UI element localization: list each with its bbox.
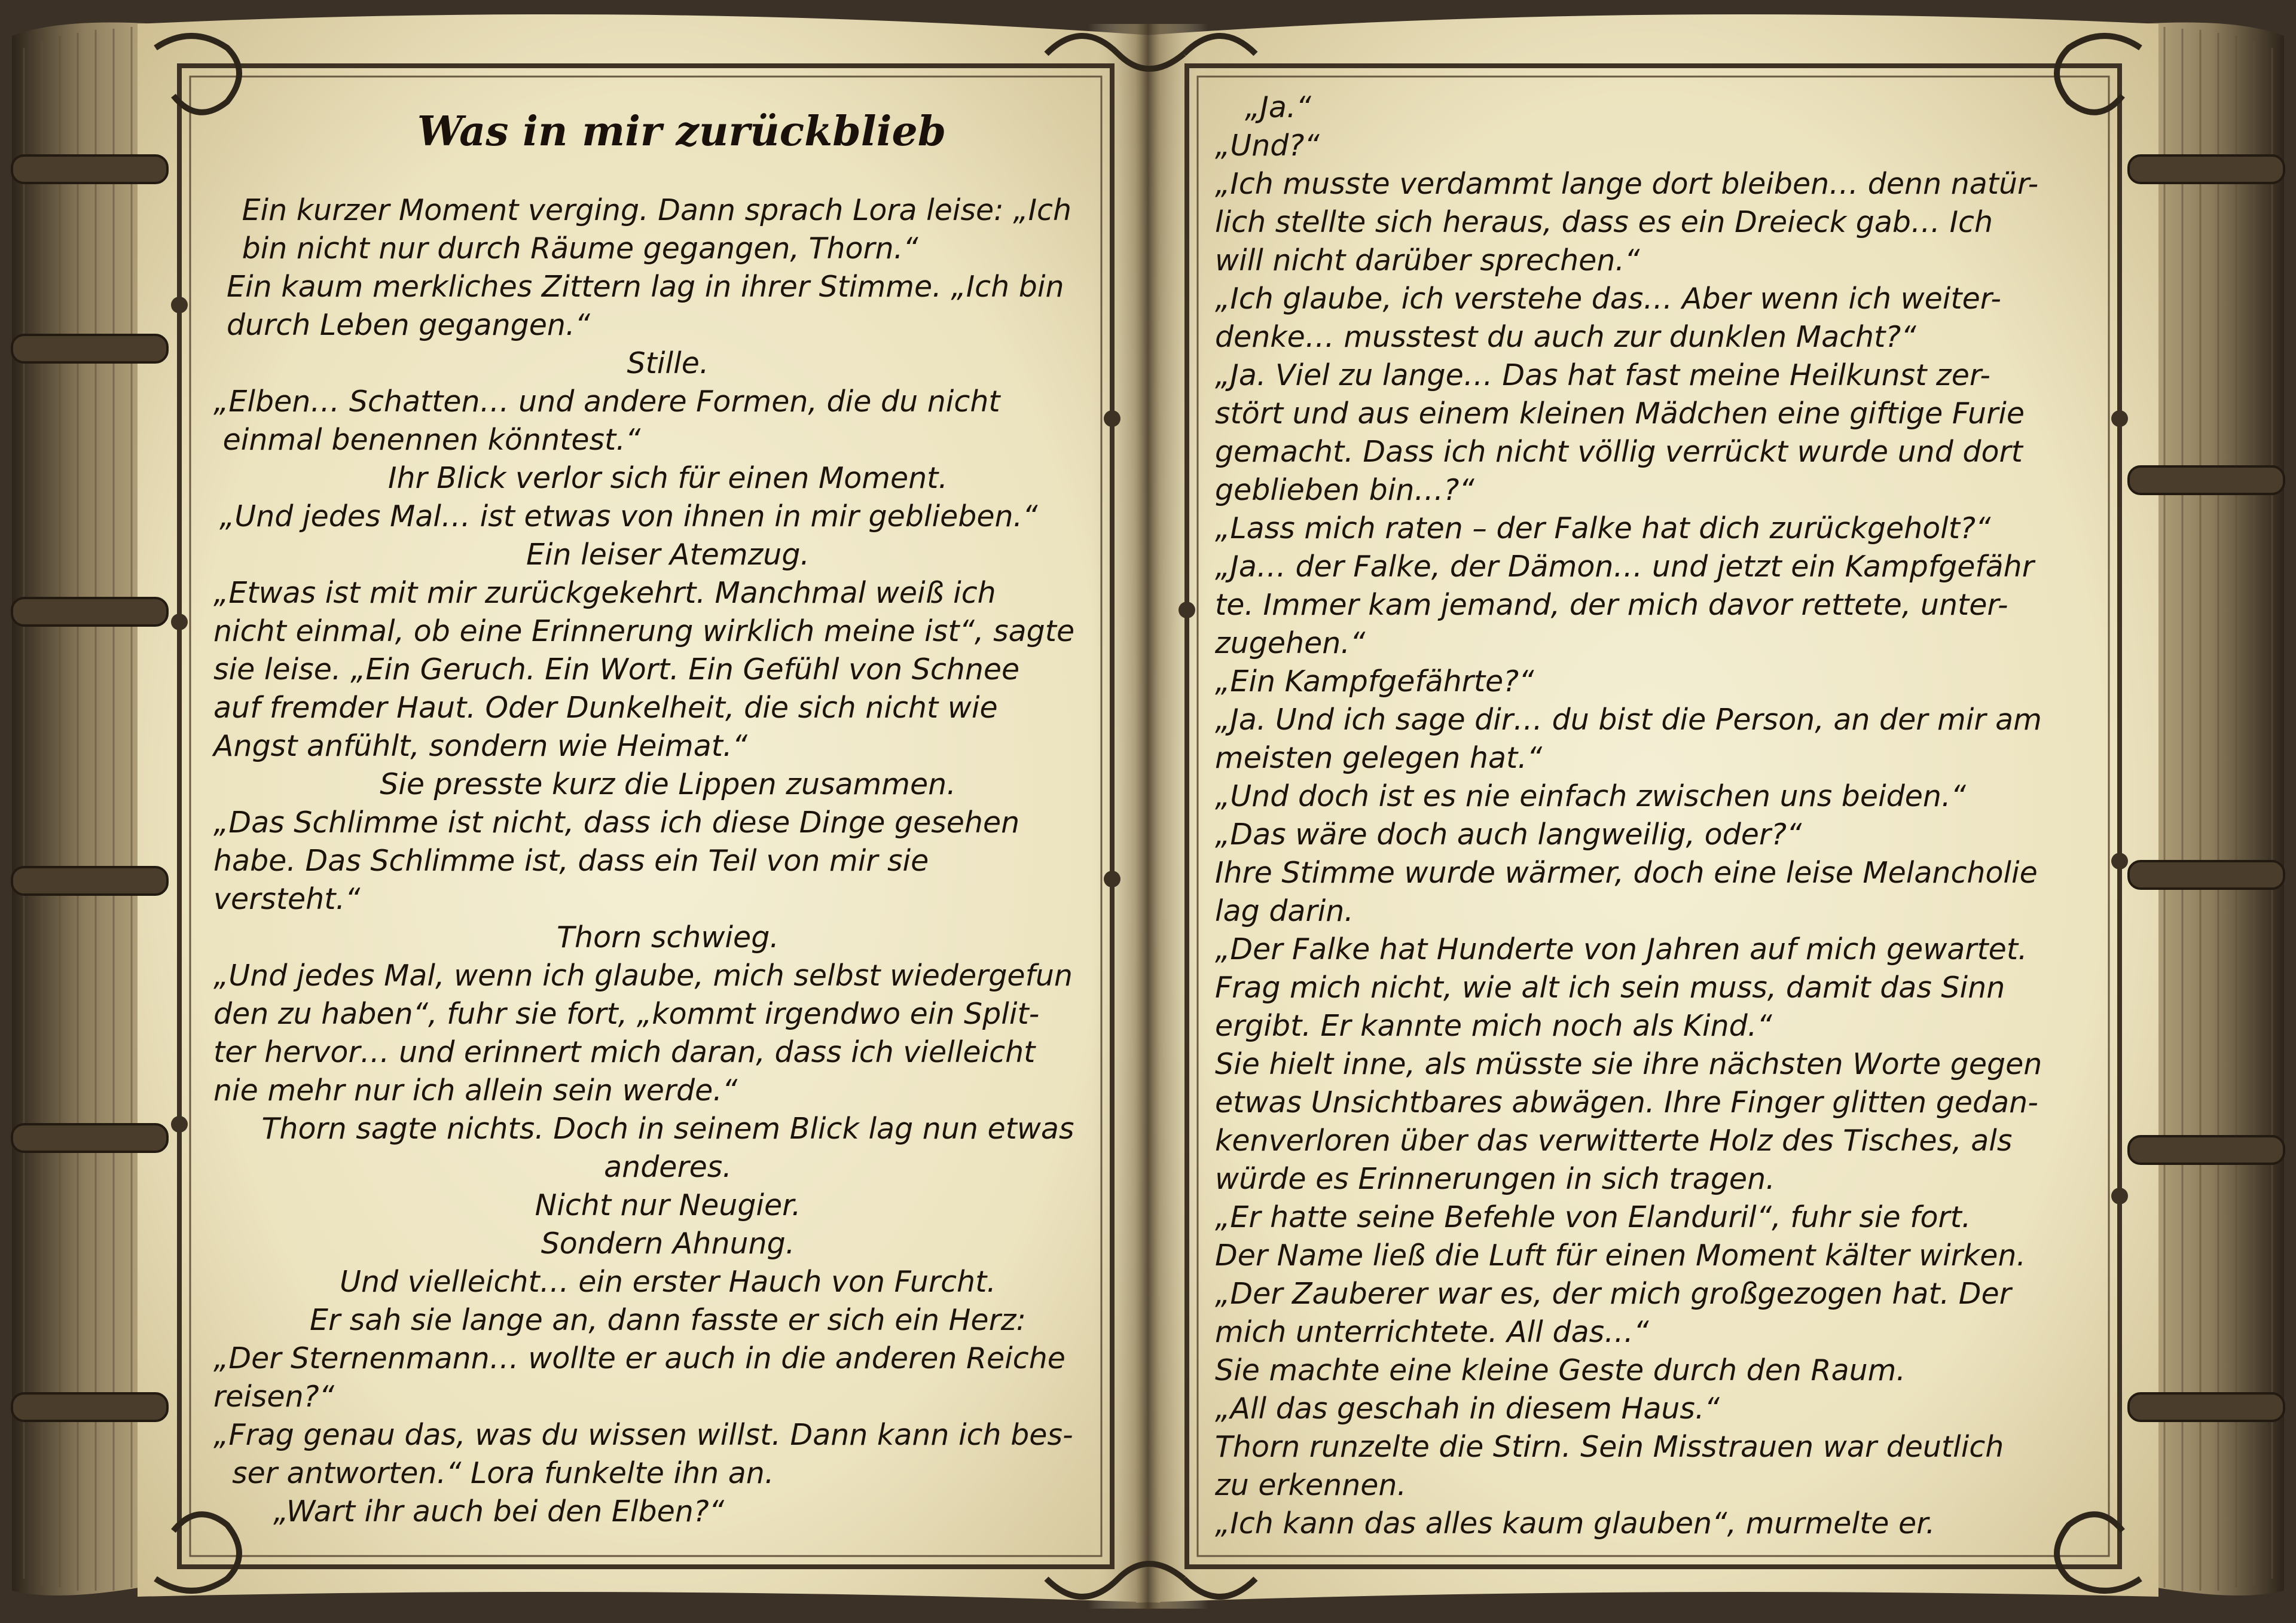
text-line: kenverloren über das verwitterte Holz des Tisches, als (1215, 1124, 2013, 1158)
text-line: „Ein Kampfgefährte?“ (1215, 664, 1534, 698)
text-line: durch Leben gegangen.“ (227, 308, 590, 342)
text-line: auf fremder Haut. Oder Dunkelheit, die sich nicht wie (213, 691, 998, 725)
text-line: zugehen.“ (1215, 626, 1366, 660)
left-page-edges (12, 23, 155, 1596)
text-line: Thorn sagte nichts. Doch in seinem Blick lag nun etwas (261, 1112, 1074, 1146)
text-line: „Elben… Schatten… und andere Formen, die du nicht (213, 385, 1000, 419)
text-line: nie mehr nur ich allein sein werde.“ (213, 1073, 738, 1108)
text-line: „Und jedes Mal, wenn ich glaube, mich selbst wiedergefun (213, 959, 1073, 993)
text-line: „Der Falke hat Hunderte von Jahren auf mich gewartet. (1215, 932, 2028, 966)
text-line: „Frag genau das, was du wissen willst. Dann kann ich bes- (213, 1418, 1073, 1452)
text-line: sie leise. „Ein Geruch. Ein Wort. Ein Gefühl von Schnee (213, 652, 1020, 687)
text-line: „Und jedes Mal… ist etwas von ihnen in mir geblieben.“ (219, 499, 1038, 533)
text-line: habe. Das Schlimme ist, dass ein Teil von mir sie (213, 844, 929, 878)
text-line: zu erkennen. (1215, 1468, 1407, 1502)
text-line: „Der Zauberer war es, der mich großgezogen hat. Der (1215, 1277, 2011, 1311)
left-page-text (213, 191, 1122, 1531)
text-line: „Wart ihr auch bei den Elben?“ (273, 1494, 725, 1529)
text-line: ter hervor… und erinnert mich daran, dass ich vielleicht (213, 1035, 1036, 1069)
right-page-edges (2141, 23, 2284, 1596)
text-line: „Ja… der Falke, der Dämon… und jetzt ein Kampfgefähr (1215, 550, 2034, 584)
text-line: „Ich musste verdammt lange dort bleiben… denn natür- (1215, 167, 2039, 201)
text-line: mich unterrichtete. All das…“ (1215, 1315, 1649, 1349)
text-line: gemacht. Dass ich nicht völlig verrückt wurde und dort (1215, 435, 2023, 469)
right-page-text (1215, 89, 2106, 1543)
text-line: etwas Unsichtbares abwägen. Ihre Finger glitten gedan- (1215, 1085, 2038, 1119)
text-line: ser antworten.“ Lora funkelte ihn an. (213, 1456, 774, 1490)
text-line: Der Name ließ die Luft für einen Moment kälter wirken. (1215, 1238, 2026, 1273)
text-line: versteht.“ (213, 882, 361, 916)
text-line: Sie presste kurz die Lippen zusammen. (380, 767, 956, 801)
text-line: ergibt. Er kannte mich noch als Kind.“ (1215, 1009, 1772, 1043)
text-line: „Und doch ist es nie einfach zwischen uns beiden.“ (1215, 779, 1966, 813)
text-line: einmal benennen könntest.“ (213, 423, 641, 457)
text-line: bin nicht nur durch Räume gegangen, Thorn.“ (233, 231, 918, 266)
text-line: Angst anfühlt, sondern wie Heimat.“ (213, 729, 747, 763)
text-line: den zu haben“, fuhr sie fort, „kommt irgendwo ein Split- (213, 997, 1040, 1031)
text-line: „Ich glaube, ich verstehe das… Aber wenn ich weiter- (1215, 282, 2001, 316)
text-line: Nicht nur Neugier. (535, 1188, 801, 1222)
text-line: nicht einmal, ob eine Erinnerung wirklich meine ist“, sagte (213, 614, 1075, 648)
text-line: „Er hatte seine Befehle von Elanduril“, fuhr sie fort. (1215, 1200, 1971, 1234)
text-line: Frag mich nicht, wie alt ich sein muss, damit das Sinn (1215, 971, 2005, 1005)
text-line: Er sah sie lange an, dann fasste er sich ein Herz: (310, 1303, 1026, 1337)
text-line: Sie machte eine kleine Geste durch den Raum. (1215, 1353, 1906, 1387)
text-line: te. Immer kam jemand, der mich davor rettete, unter- (1215, 588, 2008, 622)
text-line: „Ja.“ (1245, 90, 1311, 124)
text-line: meisten gelegen hat.“ (1215, 741, 1543, 775)
text-line: „Das Schlimme ist nicht, dass ich diese Dinge gesehen (213, 806, 1020, 840)
text-line: „Ja. Viel zu lange… Das hat fast meine Heilkunst zer- (1215, 358, 1990, 392)
text-line: Thorn schwieg. (557, 920, 779, 954)
text-line: „Ich kann das alles kaum glauben“, murmelte er. (1215, 1506, 1935, 1540)
text-line: Thorn runzelte die Stirn. Sein Misstrauen war deutlich (1215, 1430, 2004, 1464)
chapter-title: Was in mir zurückblieb (417, 108, 947, 155)
text-line: „Etwas ist mit mir zurückgekehrt. Manchmal weiß ich (213, 576, 996, 610)
text-line: „All das geschah in diesem Haus.“ (1215, 1392, 1720, 1426)
text-line: „Ja. Und ich sage dir… du bist die Person, an der mir am (1215, 703, 2042, 737)
text-line: würde es Erinnerungen in sich tragen. (1215, 1162, 1775, 1196)
text-line: lich stellte sich heraus, dass es ein Dreieck gab… Ich (1215, 205, 1993, 239)
text-line: „Der Sternenmann… wollte er auch in die anderen Reiche (213, 1341, 1065, 1375)
text-line: Ihre Stimme wurde wärmer, doch eine leise Melancholie (1215, 856, 2038, 890)
text-line: Ihr Blick verlor sich für einen Moment. (388, 461, 948, 495)
text-line: Sie hielt inne, als müsste sie ihre nächsten Worte gegen (1215, 1047, 2042, 1081)
text-line: „Und?“ (1215, 129, 1320, 163)
text-line: will nicht darüber sprechen.“ (1215, 243, 1640, 277)
text-line: geblieben bin…?“ (1215, 473, 1474, 507)
text-line: stört und aus einem kleinen Mädchen eine giftige Furie (1215, 396, 2025, 431)
text-line: Ein leiser Atemzug. (526, 538, 810, 572)
text-line: anderes. (604, 1150, 732, 1184)
text-line: „Das wäre doch auch langweilig, oder?“ (1215, 817, 1802, 852)
text-line: Stille. (627, 346, 709, 380)
text-line: „Lass mich raten – der Falke hat dich zurückgeholt?“ (1215, 511, 1991, 545)
text-line: lag darin. (1215, 894, 1354, 928)
text-line: reisen?“ (213, 1380, 335, 1414)
text-line: Ein kurzer Moment verging. Dann sprach Lora leise: „Ich (233, 193, 1072, 227)
text-line: denke… musstest du auch zur dunklen Macht?“ (1215, 320, 1916, 354)
text-line: Sondern Ahnung. (541, 1227, 795, 1261)
text-line: Und vielleicht… ein erster Hauch von Furcht. (340, 1265, 996, 1299)
text-line: Ein kaum merkliches Zittern lag in ihrer Stimme. „Ich bin (227, 270, 1064, 304)
